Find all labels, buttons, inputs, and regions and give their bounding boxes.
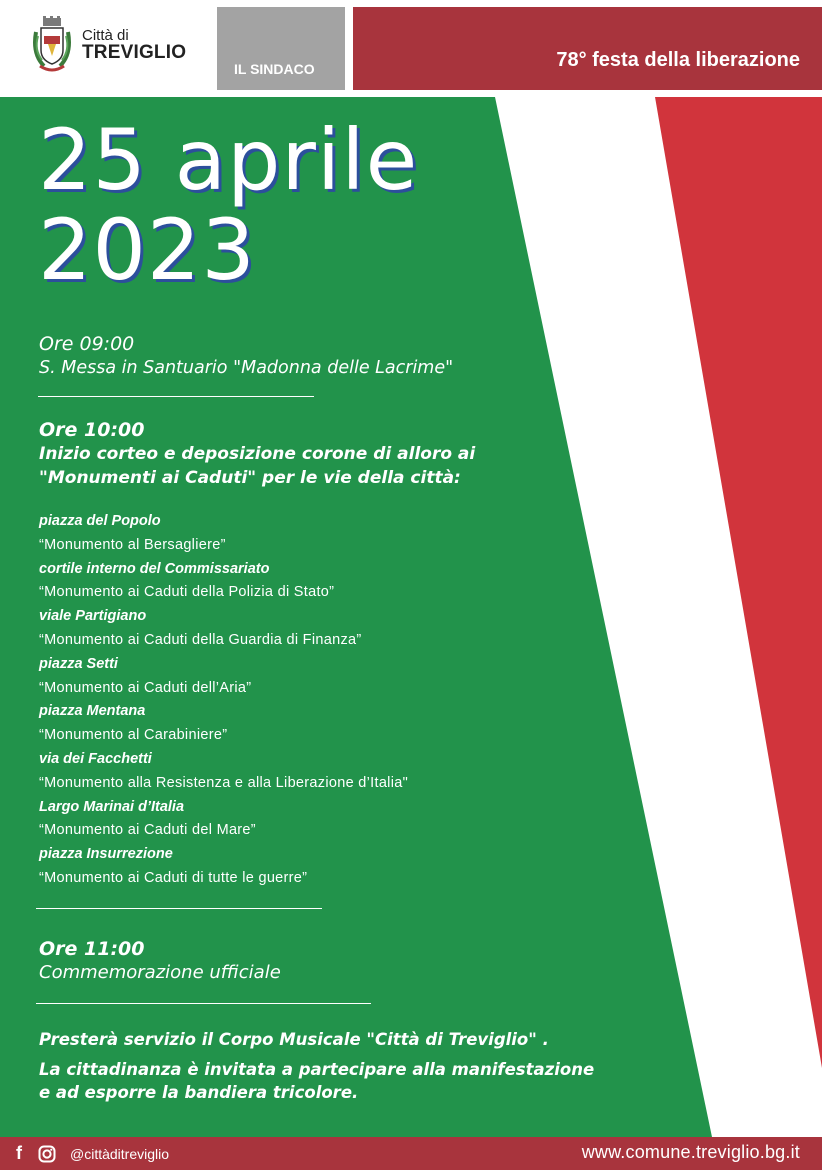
stop-place: via dei Facchetti	[39, 750, 152, 767]
social-handle[interactable]: @cittàditreviglio	[70, 1145, 170, 1162]
divider	[36, 1003, 371, 1004]
stop-place: viale Partigiano	[39, 608, 147, 625]
event-description-line2: "Monumenti ai Caduti" per le vie della città:	[39, 468, 461, 488]
instagram-icon[interactable]	[38, 1145, 56, 1163]
event-date	[38, 111, 498, 299]
stop-place: piazza Insurrezione	[39, 846, 173, 863]
event-time: Ore 10:00	[39, 419, 145, 441]
logo-line2: TREVIGLIO	[82, 42, 187, 63]
stop-place: piazza Setti	[39, 655, 118, 672]
closing-line1: Presterà servizio il Corpo Musicale "Città di Treviglio" .	[39, 1030, 549, 1049]
festa-label: 78° festa della liberazione	[556, 49, 800, 71]
event-description-line1: Inizio corteo e deposizione corone di alloro ai	[39, 444, 476, 464]
closing-line3: e ad esporre la bandiera tricolore.	[39, 1083, 359, 1102]
stop-place: piazza del Popolo	[39, 513, 161, 529]
divider	[38, 396, 314, 397]
event-description: Commemorazione ufficiale	[39, 962, 281, 983]
date-line1: 25 aprile	[38, 111, 419, 209]
city-logo[interactable]	[30, 14, 186, 76]
stop-place: cortile interno del Commissariato	[39, 560, 270, 577]
stop-monument: “Monumento ai Caduti del Mare”	[39, 822, 256, 839]
date-line2: 2023	[38, 201, 256, 299]
stop-place: Largo Marinai d’Italia	[39, 798, 185, 815]
stop-monument: “Monumento ai Caduti dell’Aria”	[39, 679, 252, 696]
stop-place: piazza Mentana	[39, 703, 146, 720]
sindaco-tab[interactable]	[217, 7, 345, 90]
sindaco-label: IL SINDACO	[234, 61, 315, 77]
event-0900	[39, 332, 453, 380]
festa-banner	[353, 7, 822, 90]
event-1100	[39, 937, 281, 985]
coat-of-arms-icon	[30, 14, 74, 76]
website-link[interactable]: www.comune.treviglio.bg.it	[581, 1142, 800, 1162]
footer-bar	[0, 1137, 822, 1170]
stop-monument: “Monumento ai Caduti della Polizia di Stato”	[39, 584, 335, 601]
stop-monument: “Monumento ai Caduti della Guardia di Finanza”	[39, 631, 362, 648]
stop-monument: “Monumento al Carabiniere”	[39, 727, 228, 744]
monument-stops	[39, 510, 408, 891]
event-description: S. Messa in Santuario "Madonna delle Lacrime"	[39, 358, 454, 378]
stop-monument: “Monumento ai Caduti di tutte le guerre”	[39, 869, 308, 886]
event-time: Ore 11:00	[39, 938, 145, 960]
facebook-icon[interactable]: f	[16, 1143, 22, 1163]
divider	[36, 908, 322, 909]
event-time: Ore 09:00	[39, 333, 135, 355]
stop-monument: “Monumento al Bersagliere”	[39, 536, 226, 553]
social-links	[16, 1143, 169, 1164]
event-1000	[39, 418, 475, 490]
logo-line1: Città di	[82, 27, 129, 44]
closing-line2: La cittadinanza è invitata a partecipare alla manifestazione	[39, 1060, 595, 1079]
stop-monument: “Monumento alla Resistenza e alla Liberazione d’Italia"	[39, 774, 409, 791]
